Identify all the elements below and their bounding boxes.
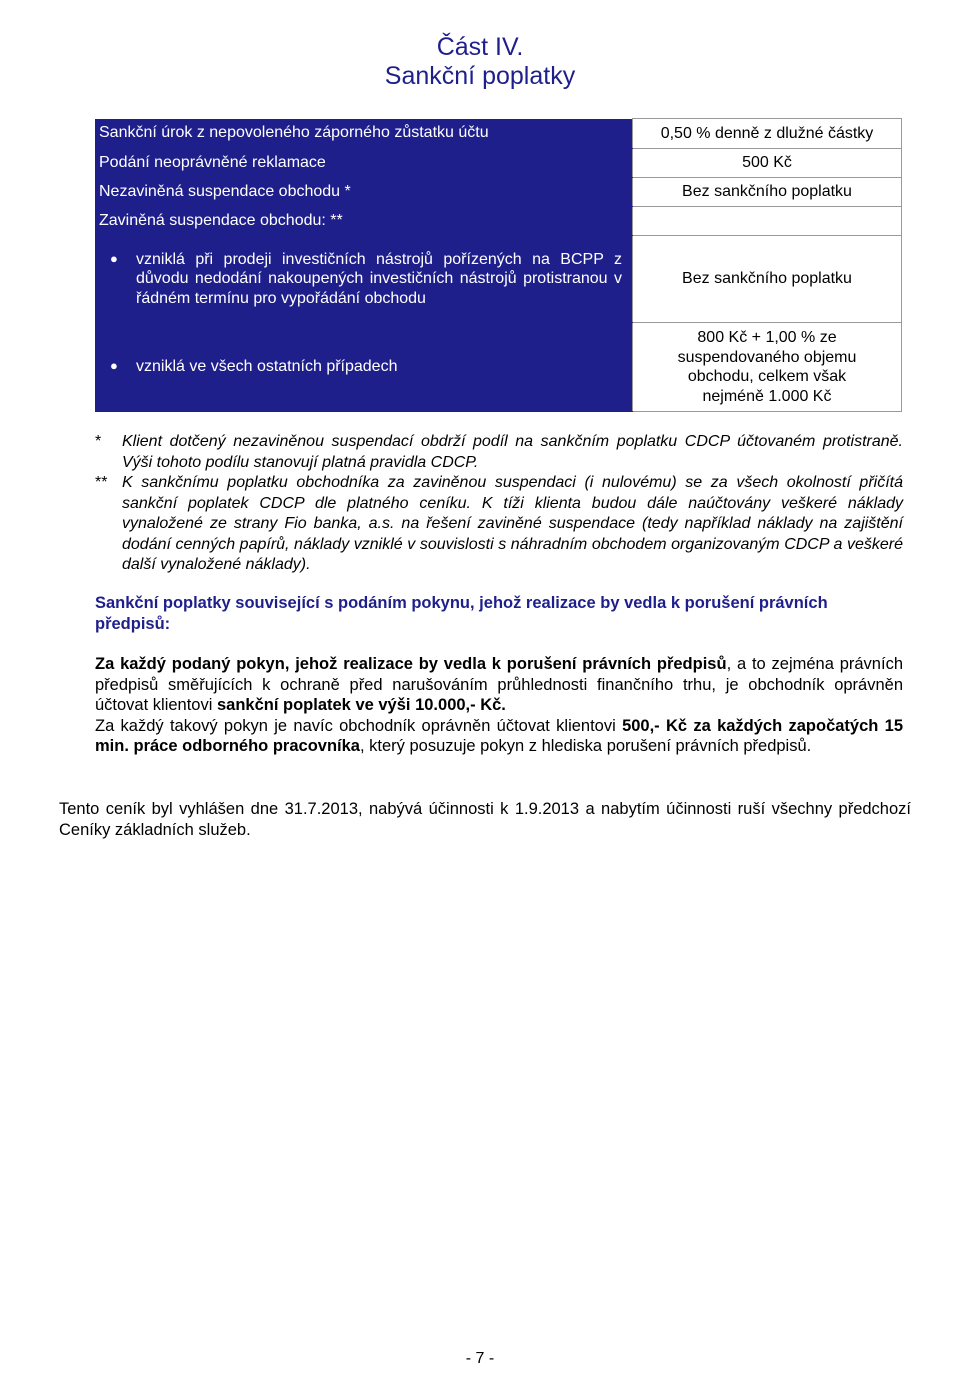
- part-title: Část IV.: [436, 33, 524, 61]
- fee-label: [95, 236, 633, 323]
- table-row: [95, 178, 902, 207]
- fee-label: Nezaviněná suspendace obchodu *: [95, 178, 633, 207]
- text: , který posuzuje pokyn z hlediska porušení právních předpisů.: [359, 737, 812, 755]
- footnote-mark: **: [95, 474, 108, 491]
- fee-value: Bez sankčního poplatku: [633, 178, 902, 207]
- fee-value: [633, 207, 902, 236]
- section-title: Sankční poplatky: [384, 62, 576, 90]
- bold-text: Za každý podaný pokyn, jehož realizace by vedla k porušení právních předpisů: [95, 655, 727, 673]
- text: Za každý takový pokyn je navíc obchodník oprávněn účtovat klientovi: [95, 716, 623, 735]
- page-number: - 7 -: [465, 1350, 495, 1367]
- footnote-mark: *: [95, 433, 102, 450]
- paragraph: [95, 716, 903, 757]
- fee-sub-label: vzniklá ve všech ostatních případech: [136, 358, 398, 376]
- fee-table: [95, 118, 902, 412]
- fee-label: Sankční úrok z nepovoleného záporného zůstatku účtu: [95, 119, 633, 149]
- footnote-text: Klient dotčený nezaviněnou suspendací obdrží podíl na sankčním poplatku CDCP účtovaném protistraně. Výši tohoto podílu stanovují platná pravidla CDCP.: [122, 433, 903, 471]
- fee-label: Podání neoprávněné reklamace: [95, 149, 633, 178]
- bullet-icon: ●: [110, 250, 118, 266]
- fee-sub-label: vzniklá při prodeji investičních nástrojů pořízených na BCPP z důvodu nedodání nakoupených investičních nástrojů protistranou v řádném termínu pro vypořádání obchodu: [136, 250, 622, 307]
- footnotes: [95, 432, 903, 576]
- fee-label: [95, 323, 633, 412]
- table-row: [95, 207, 902, 236]
- bold-text: sankční poplatek ve výši 10.000,- Kč.: [216, 696, 506, 714]
- validity-note: Tento ceník byl vyhlášen dne 31.7.2013, nabývá účinnosti k 1.9.2013 a nabytím účinnosti ruší všechny předchozí Ceníky základních služeb.: [59, 800, 911, 839]
- footnote: [95, 432, 903, 473]
- table-row: [95, 236, 902, 323]
- bullet-icon: ●: [110, 358, 118, 374]
- fee-value: [633, 323, 902, 412]
- table-row: [95, 149, 902, 178]
- fee-value: 500 Kč: [633, 149, 902, 178]
- section-heading: Sankční poplatky související s podáním pokynu, jehož realizace by vedla k porušení právních předpisů:: [95, 594, 828, 633]
- table-row: [95, 323, 902, 412]
- text: , a to zejména právních předpisů směřujících k ochraně před narušováním průhlednosti finančního trhu, je obchodník oprávněn účtovat klientovi: [95, 655, 903, 714]
- footnote: [95, 473, 903, 576]
- body-text: [95, 654, 903, 757]
- footnote-text: K sankčnímu poplatku obchodníka za zaviněnou suspendaci (i nulovému) se za všech okolností přičítá sankční poplatek CDCP dle platného ceníku. K tíži klienta budou dále naúčtovány veškeré náklady vynaložené ze strany Fio banka, a.s. na řešení zaviněné suspendace (tedy například náklady na zajištění dodání cenných papírů, náklady vzniklé v souvislosti s náhradním obchodem organizovaným CDCP a veškeré další vynaložené náklady).: [122, 474, 903, 573]
- bold-text: 500,- Kč za každých započatých 15 min. práce odborného pracovníka: [95, 716, 903, 755]
- paragraph: [95, 654, 903, 716]
- fee-label: Zaviněná suspendace obchodu: **: [95, 207, 633, 236]
- fee-value: Bez sankčního poplatku: [633, 236, 902, 323]
- table-row: [95, 119, 902, 149]
- fee-value: 0,50 % denně z dlužné částky: [633, 119, 902, 149]
- fee-value-text: 800 Kč + 1,00 % ze suspendovaného objemu obchodu, celkem však nejméně 1.000 Kč: [677, 329, 857, 405]
